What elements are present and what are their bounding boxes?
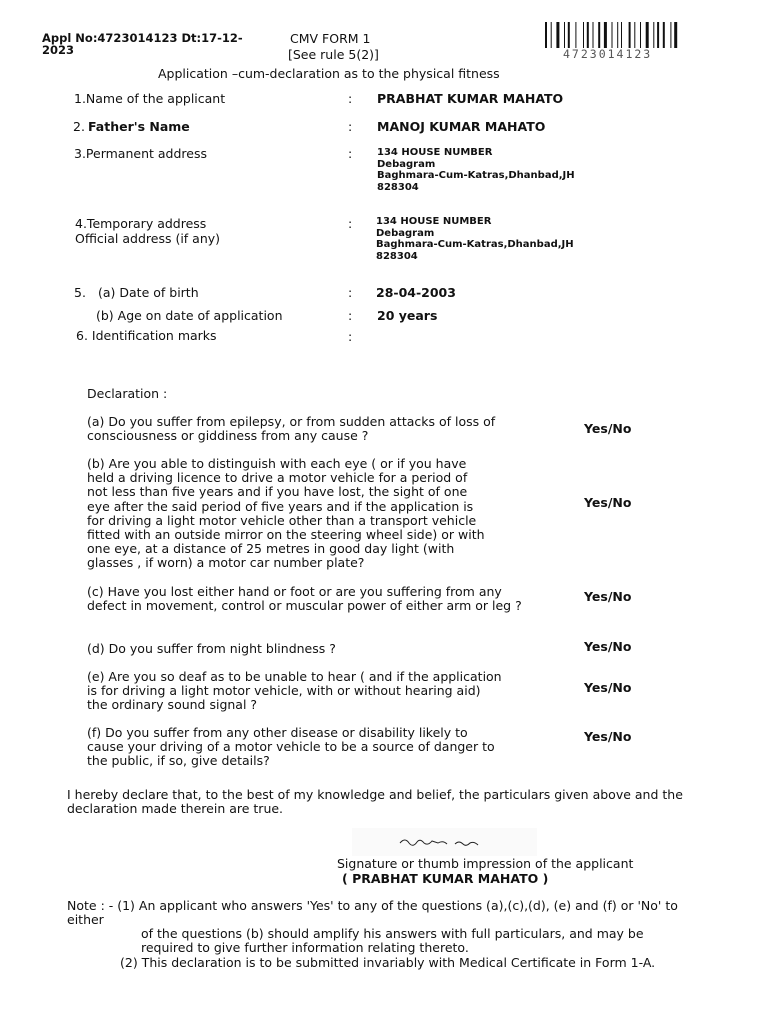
note-line: (2) This declaration is to be submitted invariably with Medical Certificate in Form 1-A. [120, 955, 656, 970]
father-name-value: MANOJ KUMAR MAHATO [377, 119, 546, 134]
name-label: 1.Name of the applicant [74, 91, 226, 106]
note-line: either [67, 912, 104, 927]
declaration-heading: Declaration : [87, 386, 168, 401]
question-d: (d) Do you suffer from night blindness ? [87, 641, 336, 656]
permanent-address-label: 3.Permanent address [74, 146, 207, 161]
address-line: Debagram [376, 227, 435, 239]
barcode-image [545, 22, 717, 48]
question-e: (e) Are you so deaf as to be unable to hear ( and if the application is for driving a light motor vehicle, with or without hearing aid) the ordinary sound signal ? [87, 669, 502, 713]
answer-e: Yes/No [584, 680, 632, 695]
page-subtitle: Application –cum-declaration as to the physical fitness [158, 66, 500, 81]
dob-value: 28-04-2003 [376, 285, 456, 300]
note-line: required to give further information relating thereto. [141, 940, 469, 955]
age-value: 20 years [377, 308, 438, 323]
colon: : [348, 308, 353, 323]
address-line: 134 HOUSE NUMBER [376, 216, 492, 227]
note-line: of the questions (b) should amplify his answers with full particulars, and may be [141, 926, 644, 941]
question-b: (b) Are you able to distinguish with each eye ( or if you have held a driving licence to drive a motor vehicle for a period of not less than five years and if you have lost, the sight of one eye after the said period of five years and if the application is for driving a light motor vehicle other than a transport vehicle fitted with an outside mirror on the steering wheel side) or with one eye, at a distance of 25 metres in good day light (with glasses , if worn) a motor car number plate? [87, 456, 485, 571]
answer-d: Yes/No [584, 639, 632, 654]
address-line: Debagram [377, 158, 436, 170]
declaration-statement: I hereby declare that, to the best of my knowledge and belief, the particulars given above and the [67, 787, 683, 802]
colon: : [348, 119, 353, 134]
age-label: (b) Age on date of application [96, 308, 283, 323]
temporary-address-label: 4.Temporary address [75, 216, 207, 231]
application-number: Appl No:4723014123 Dt:17-12- [42, 31, 243, 45]
permanent-address-value [377, 147, 575, 193]
official-address-label: Official address (if any) [75, 231, 221, 246]
rule-reference: [See rule 5(2)] [288, 47, 379, 62]
question-c: (c) Have you lost either hand or foot or are you suffering from any defect in movement, control or muscular power of either arm or leg ? [87, 584, 522, 614]
dob-number: 5. [74, 285, 86, 300]
answer-a: Yes/No [584, 421, 632, 436]
colon: : [348, 216, 353, 231]
signature-name: ( PRABHAT KUMAR MAHATO ) [342, 871, 549, 886]
address-line: 828304 [376, 250, 418, 262]
answer-b: Yes/No [584, 495, 632, 510]
colon: : [348, 91, 353, 106]
signature-label: Signature or thumb impression of the applicant [337, 856, 634, 871]
barcode-number: 4723014123 [563, 47, 653, 61]
address-line: Baghmara-Cum-Katras,Dhanbad,JH [376, 239, 574, 250]
dob-label: (a) Date of birth [98, 285, 199, 300]
colon: : [348, 285, 353, 300]
address-line: 134 HOUSE NUMBER [377, 147, 493, 158]
declaration-statement: declaration made therein are true. [67, 801, 284, 816]
father-name-number: 2. [73, 119, 85, 134]
application-year: 2023 [42, 43, 75, 57]
father-name-label: Father's Name [88, 119, 190, 134]
address-line: Baghmara-Cum-Katras,Dhanbad,JH [377, 170, 575, 181]
colon: : [348, 329, 353, 344]
note-line: Note : - (1) An applicant who answers 'Yes' to any of the questions (a),(c),(d), (e) and (f) or 'No' to [67, 898, 678, 913]
answer-f: Yes/No [584, 729, 632, 744]
question-a: (a) Do you suffer from epilepsy, or from sudden attacks of loss of consciousness or giddiness from any cause ? [87, 414, 496, 444]
answer-c: Yes/No [584, 589, 632, 604]
applicant-name: PRABHAT KUMAR MAHATO [377, 91, 564, 106]
form-title: CMV FORM 1 [290, 31, 371, 46]
colon: : [348, 146, 353, 161]
signature-scribble [352, 828, 537, 856]
temporary-address-value [376, 216, 574, 262]
address-line: 828304 [377, 181, 419, 193]
question-f: (f) Do you suffer from any other disease or disability likely to cause your driving of a motor vehicle to be a source of danger to the public, if so, give details? [87, 725, 495, 769]
identification-marks-label: 6. Identification marks [76, 328, 217, 343]
